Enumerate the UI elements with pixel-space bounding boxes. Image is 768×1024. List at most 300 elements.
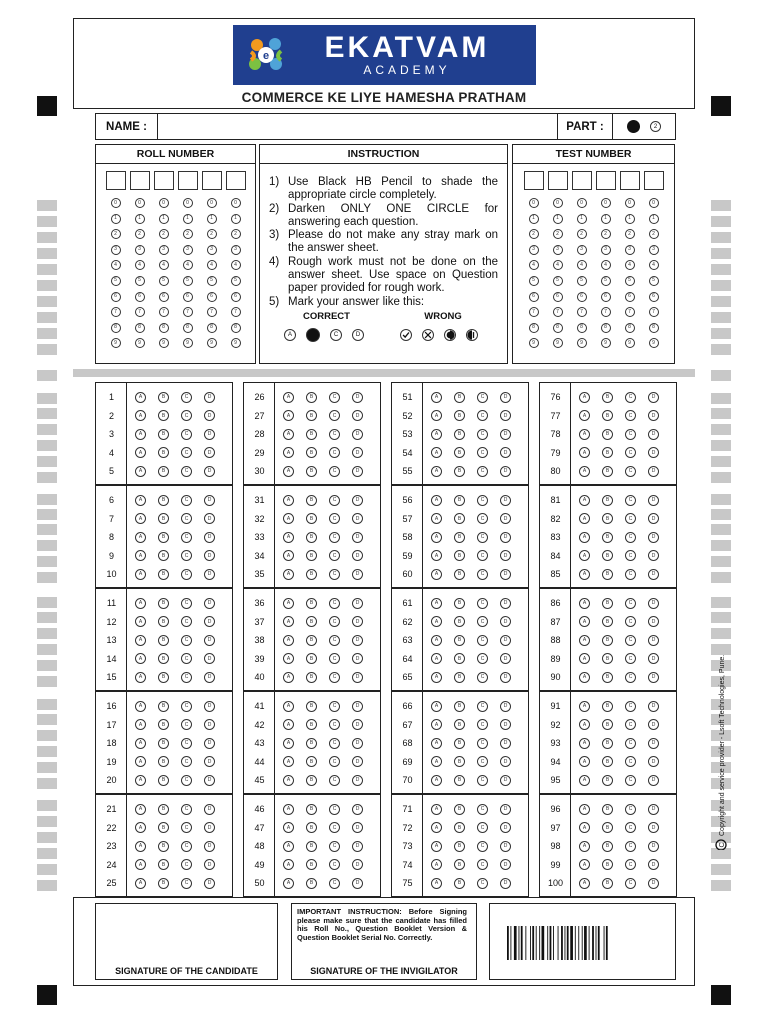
test-digit-box[interactable] xyxy=(620,171,640,190)
option-bubble[interactable]: C xyxy=(329,598,340,609)
option-bubble[interactable]: A xyxy=(283,569,294,580)
option-bubble[interactable]: B xyxy=(306,701,317,712)
option-bubble[interactable]: C xyxy=(625,635,636,646)
option-bubble[interactable]: B xyxy=(306,532,317,543)
option-bubble[interactable]: A xyxy=(283,738,294,749)
test-digit-bubble[interactable]: 3 xyxy=(529,245,539,255)
option-bubble[interactable]: C xyxy=(625,495,636,506)
option-bubble[interactable]: B xyxy=(306,598,317,609)
test-digit-box[interactable] xyxy=(524,171,544,190)
option-bubble[interactable]: A xyxy=(579,738,590,749)
test-digit-bubble[interactable]: 2 xyxy=(577,229,587,239)
option-bubble[interactable]: A xyxy=(431,653,442,664)
option-bubble[interactable]: D xyxy=(352,878,363,889)
roll-digit-bubble[interactable]: 0 xyxy=(159,198,169,208)
option-bubble[interactable]: B xyxy=(454,513,465,524)
test-digit-bubble[interactable]: 1 xyxy=(625,214,635,224)
option-bubble[interactable]: A xyxy=(431,804,442,815)
option-bubble[interactable]: D xyxy=(204,738,215,749)
test-digit-bubble[interactable]: 1 xyxy=(601,214,611,224)
roll-digit-bubble[interactable]: 6 xyxy=(207,292,217,302)
roll-digit-bubble[interactable]: 9 xyxy=(159,338,169,348)
option-bubble[interactable]: D xyxy=(648,756,659,767)
option-bubble[interactable]: C xyxy=(625,429,636,440)
option-bubble[interactable]: B xyxy=(454,532,465,543)
option-bubble[interactable]: B xyxy=(158,756,169,767)
option-bubble[interactable]: D xyxy=(204,513,215,524)
option-bubble[interactable]: C xyxy=(329,775,340,786)
roll-digit-bubble[interactable]: 3 xyxy=(111,245,121,255)
option-bubble[interactable]: B xyxy=(454,841,465,852)
option-bubble[interactable]: C xyxy=(329,392,340,403)
option-bubble[interactable]: B xyxy=(602,598,613,609)
roll-digit-bubble[interactable]: 7 xyxy=(159,307,169,317)
option-bubble[interactable]: D xyxy=(648,859,659,870)
roll-digit-box[interactable] xyxy=(178,171,198,190)
option-bubble[interactable]: C xyxy=(329,569,340,580)
roll-digit-bubble[interactable]: 7 xyxy=(231,307,241,317)
option-bubble[interactable]: A xyxy=(579,775,590,786)
option-bubble[interactable]: B xyxy=(454,466,465,477)
option-bubble[interactable]: D xyxy=(500,672,511,683)
option-bubble[interactable]: A xyxy=(283,672,294,683)
option-bubble[interactable]: B xyxy=(158,513,169,524)
test-digit-bubble[interactable]: 8 xyxy=(577,323,587,333)
option-bubble[interactable]: B xyxy=(454,410,465,421)
roll-digit-bubble[interactable]: 9 xyxy=(207,338,217,348)
option-bubble[interactable]: B xyxy=(454,859,465,870)
option-bubble[interactable]: D xyxy=(500,513,511,524)
option-bubble[interactable]: D xyxy=(204,410,215,421)
option-bubble[interactable]: A xyxy=(431,392,442,403)
option-bubble[interactable]: B xyxy=(158,410,169,421)
option-bubble[interactable]: A xyxy=(283,804,294,815)
test-digit-box[interactable] xyxy=(596,171,616,190)
test-digit-bubble[interactable]: 0 xyxy=(553,198,563,208)
option-bubble[interactable]: B xyxy=(602,447,613,458)
option-bubble[interactable]: D xyxy=(352,859,363,870)
roll-digit-bubble[interactable]: 2 xyxy=(183,229,193,239)
option-bubble[interactable]: D xyxy=(648,822,659,833)
option-bubble[interactable]: B xyxy=(602,672,613,683)
option-bubble[interactable]: B xyxy=(306,878,317,889)
option-bubble[interactable]: C xyxy=(625,859,636,870)
option-bubble[interactable]: D xyxy=(648,719,659,730)
option-bubble[interactable]: A xyxy=(135,719,146,730)
roll-digit-bubble[interactable]: 2 xyxy=(159,229,169,239)
option-bubble[interactable]: A xyxy=(135,495,146,506)
option-bubble[interactable]: C xyxy=(477,532,488,543)
test-digit-bubble[interactable]: 6 xyxy=(553,292,563,302)
option-bubble[interactable]: D xyxy=(204,447,215,458)
option-bubble[interactable]: D xyxy=(500,756,511,767)
option-bubble[interactable]: D xyxy=(648,410,659,421)
roll-digit-bubble[interactable]: 6 xyxy=(111,292,121,302)
roll-digit-bubble[interactable]: 8 xyxy=(135,323,145,333)
test-digit-bubble[interactable]: 8 xyxy=(601,323,611,333)
option-bubble[interactable]: B xyxy=(158,635,169,646)
option-bubble[interactable]: A xyxy=(135,392,146,403)
option-bubble[interactable]: A xyxy=(431,569,442,580)
option-bubble[interactable]: A xyxy=(135,598,146,609)
roll-digit-bubble[interactable]: 9 xyxy=(135,338,145,348)
option-bubble[interactable]: C xyxy=(625,447,636,458)
option-bubble[interactable]: C xyxy=(625,466,636,477)
test-digit-bubble[interactable]: 3 xyxy=(577,245,587,255)
test-digit-bubble[interactable]: 9 xyxy=(649,338,659,348)
option-bubble[interactable]: C xyxy=(181,701,192,712)
option-bubble[interactable]: D xyxy=(352,701,363,712)
option-bubble[interactable]: A xyxy=(579,804,590,815)
option-bubble[interactable]: A xyxy=(135,804,146,815)
option-bubble[interactable]: A xyxy=(579,429,590,440)
test-digit-bubble[interactable]: 2 xyxy=(625,229,635,239)
option-bubble[interactable]: D xyxy=(500,841,511,852)
option-bubble[interactable]: C xyxy=(329,410,340,421)
roll-digit-bubble[interactable]: 1 xyxy=(135,214,145,224)
option-bubble[interactable]: A xyxy=(135,775,146,786)
option-bubble[interactable]: C xyxy=(181,447,192,458)
option-bubble[interactable]: C xyxy=(477,701,488,712)
roll-digit-box[interactable] xyxy=(130,171,150,190)
option-bubble[interactable]: A xyxy=(579,841,590,852)
option-bubble[interactable]: B xyxy=(306,672,317,683)
option-bubble[interactable]: D xyxy=(204,495,215,506)
option-bubble[interactable]: D xyxy=(204,653,215,664)
option-bubble[interactable]: D xyxy=(204,775,215,786)
test-digit-bubble[interactable]: 7 xyxy=(601,307,611,317)
roll-digit-bubble[interactable]: 5 xyxy=(231,276,241,286)
option-bubble[interactable]: D xyxy=(500,859,511,870)
roll-digit-bubble[interactable]: 5 xyxy=(111,276,121,286)
option-bubble[interactable]: B xyxy=(306,569,317,580)
option-bubble[interactable]: B xyxy=(306,466,317,477)
option-bubble[interactable]: A xyxy=(579,701,590,712)
option-bubble[interactable]: A xyxy=(283,598,294,609)
test-digit-bubble[interactable]: 6 xyxy=(601,292,611,302)
option-bubble[interactable]: B xyxy=(158,719,169,730)
option-bubble[interactable]: C xyxy=(477,550,488,561)
option-bubble[interactable]: D xyxy=(352,756,363,767)
option-bubble[interactable]: C xyxy=(477,495,488,506)
option-bubble[interactable]: B xyxy=(602,756,613,767)
option-bubble[interactable]: C xyxy=(181,804,192,815)
test-digit-bubble[interactable]: 2 xyxy=(601,229,611,239)
roll-digit-bubble[interactable]: 1 xyxy=(111,214,121,224)
option-bubble[interactable]: B xyxy=(306,495,317,506)
option-bubble[interactable]: B xyxy=(602,878,613,889)
test-digit-bubble[interactable]: 5 xyxy=(553,276,563,286)
option-bubble[interactable]: C xyxy=(477,616,488,627)
option-bubble[interactable]: C xyxy=(625,738,636,749)
option-bubble[interactable]: B xyxy=(158,738,169,749)
option-bubble[interactable]: B xyxy=(602,495,613,506)
test-digit-bubble[interactable]: 0 xyxy=(577,198,587,208)
option-bubble[interactable]: B xyxy=(454,738,465,749)
roll-digit-bubble[interactable]: 6 xyxy=(231,292,241,302)
test-digit-bubble[interactable]: 0 xyxy=(649,198,659,208)
option-bubble[interactable]: B xyxy=(158,495,169,506)
option-bubble[interactable]: C xyxy=(329,859,340,870)
option-bubble[interactable]: D xyxy=(500,775,511,786)
roll-digit-bubble[interactable]: 6 xyxy=(183,292,193,302)
roll-digit-bubble[interactable]: 5 xyxy=(159,276,169,286)
test-digit-bubble[interactable]: 4 xyxy=(553,260,563,270)
option-bubble[interactable]: C xyxy=(181,410,192,421)
option-bubble[interactable]: B xyxy=(306,841,317,852)
option-bubble[interactable]: D xyxy=(352,653,363,664)
test-digit-bubble[interactable]: 5 xyxy=(649,276,659,286)
option-bubble[interactable]: D xyxy=(648,653,659,664)
option-bubble[interactable]: C xyxy=(625,616,636,627)
option-bubble[interactable]: A xyxy=(283,859,294,870)
test-digit-bubble[interactable]: 1 xyxy=(529,214,539,224)
test-digit-bubble[interactable]: 4 xyxy=(601,260,611,270)
option-bubble[interactable]: D xyxy=(204,466,215,477)
option-bubble[interactable]: C xyxy=(477,822,488,833)
option-bubble[interactable]: A xyxy=(431,550,442,561)
test-digit-bubble[interactable]: 8 xyxy=(553,323,563,333)
option-bubble[interactable]: B xyxy=(306,429,317,440)
option-bubble[interactable]: D xyxy=(204,672,215,683)
option-bubble[interactable]: D xyxy=(352,616,363,627)
option-bubble[interactable]: C xyxy=(181,569,192,580)
option-bubble[interactable]: C xyxy=(181,635,192,646)
option-bubble[interactable]: A xyxy=(431,447,442,458)
option-bubble[interactable]: B xyxy=(306,550,317,561)
option-bubble[interactable]: D xyxy=(648,598,659,609)
test-digit-bubble[interactable]: 2 xyxy=(649,229,659,239)
option-bubble[interactable]: D xyxy=(500,550,511,561)
option-bubble[interactable]: C xyxy=(181,719,192,730)
option-bubble[interactable]: C xyxy=(329,804,340,815)
option-bubble[interactable]: A xyxy=(135,616,146,627)
test-digit-bubble[interactable]: 0 xyxy=(625,198,635,208)
option-bubble[interactable]: D xyxy=(352,392,363,403)
roll-digit-bubble[interactable]: 9 xyxy=(183,338,193,348)
option-bubble[interactable]: D xyxy=(352,513,363,524)
option-bubble[interactable]: A xyxy=(283,495,294,506)
test-digit-bubble[interactable]: 4 xyxy=(625,260,635,270)
option-bubble[interactable]: A xyxy=(283,701,294,712)
option-bubble[interactable]: B xyxy=(454,447,465,458)
test-digit-bubble[interactable]: 0 xyxy=(529,198,539,208)
option-bubble[interactable]: A xyxy=(135,447,146,458)
option-bubble[interactable]: D xyxy=(204,804,215,815)
option-bubble[interactable]: D xyxy=(352,550,363,561)
option-bubble[interactable]: C xyxy=(329,841,340,852)
option-bubble[interactable]: B xyxy=(158,466,169,477)
option-bubble[interactable]: B xyxy=(602,616,613,627)
option-bubble[interactable]: D xyxy=(352,532,363,543)
option-bubble[interactable]: C xyxy=(329,719,340,730)
option-bubble[interactable]: D xyxy=(204,859,215,870)
test-digit-bubble[interactable]: 1 xyxy=(649,214,659,224)
option-bubble[interactable]: C xyxy=(181,878,192,889)
option-bubble[interactable]: D xyxy=(352,495,363,506)
option-bubble[interactable]: B xyxy=(158,775,169,786)
option-bubble[interactable]: D xyxy=(500,822,511,833)
roll-digit-bubble[interactable]: 0 xyxy=(135,198,145,208)
option-bubble[interactable]: D xyxy=(500,532,511,543)
option-bubble[interactable]: C xyxy=(329,878,340,889)
option-bubble[interactable]: D xyxy=(352,466,363,477)
test-digit-box[interactable] xyxy=(548,171,568,190)
roll-digit-box[interactable] xyxy=(226,171,246,190)
roll-digit-bubble[interactable]: 5 xyxy=(183,276,193,286)
option-bubble[interactable]: C xyxy=(329,550,340,561)
option-bubble[interactable]: C xyxy=(181,495,192,506)
roll-digit-bubble[interactable]: 3 xyxy=(207,245,217,255)
roll-digit-bubble[interactable]: 2 xyxy=(207,229,217,239)
option-bubble[interactable]: A xyxy=(283,550,294,561)
option-bubble[interactable]: A xyxy=(431,672,442,683)
roll-digit-bubble[interactable]: 4 xyxy=(183,260,193,270)
option-bubble[interactable]: B xyxy=(158,701,169,712)
option-bubble[interactable]: B xyxy=(306,738,317,749)
option-bubble[interactable]: C xyxy=(477,841,488,852)
test-digit-bubble[interactable]: 2 xyxy=(553,229,563,239)
roll-digit-bubble[interactable]: 4 xyxy=(231,260,241,270)
option-bubble[interactable]: D xyxy=(500,569,511,580)
roll-digit-bubble[interactable]: 9 xyxy=(231,338,241,348)
roll-digit-bubble[interactable]: 0 xyxy=(207,198,217,208)
option-bubble[interactable]: A xyxy=(283,878,294,889)
option-bubble[interactable]: A xyxy=(431,495,442,506)
option-bubble[interactable]: B xyxy=(158,878,169,889)
option-bubble[interactable]: C xyxy=(329,672,340,683)
option-bubble[interactable]: D xyxy=(648,392,659,403)
option-bubble[interactable]: B xyxy=(306,859,317,870)
option-bubble[interactable]: A xyxy=(431,775,442,786)
option-bubble[interactable]: C xyxy=(181,532,192,543)
option-bubble[interactable]: D xyxy=(648,513,659,524)
option-bubble[interactable]: A xyxy=(579,466,590,477)
option-bubble[interactable]: A xyxy=(579,672,590,683)
option-bubble[interactable]: C xyxy=(625,598,636,609)
roll-digit-bubble[interactable]: 3 xyxy=(135,245,145,255)
option-bubble[interactable]: A xyxy=(135,569,146,580)
roll-digit-bubble[interactable]: 3 xyxy=(159,245,169,255)
option-bubble[interactable]: A xyxy=(283,719,294,730)
option-bubble[interactable]: C xyxy=(625,550,636,561)
option-bubble[interactable]: C xyxy=(181,822,192,833)
option-bubble[interactable]: A xyxy=(431,429,442,440)
option-bubble[interactable]: A xyxy=(431,701,442,712)
option-bubble[interactable]: A xyxy=(135,878,146,889)
test-digit-bubble[interactable]: 5 xyxy=(625,276,635,286)
test-digit-bubble[interactable]: 3 xyxy=(625,245,635,255)
option-bubble[interactable]: A xyxy=(135,653,146,664)
option-bubble[interactable]: B xyxy=(454,672,465,683)
roll-digit-bubble[interactable]: 1 xyxy=(231,214,241,224)
option-bubble[interactable]: B xyxy=(158,841,169,852)
option-bubble[interactable]: D xyxy=(648,532,659,543)
option-bubble[interactable]: A xyxy=(135,429,146,440)
option-bubble[interactable]: B xyxy=(454,495,465,506)
option-bubble[interactable]: B xyxy=(158,672,169,683)
option-bubble[interactable]: B xyxy=(602,513,613,524)
option-bubble[interactable]: D xyxy=(204,756,215,767)
option-bubble[interactable]: A xyxy=(431,635,442,646)
option-bubble[interactable]: D xyxy=(352,738,363,749)
option-bubble[interactable]: B xyxy=(454,701,465,712)
roll-digit-bubble[interactable]: 8 xyxy=(231,323,241,333)
test-digit-bubble[interactable]: 4 xyxy=(649,260,659,270)
option-bubble[interactable]: C xyxy=(477,569,488,580)
roll-digit-bubble[interactable]: 4 xyxy=(111,260,121,270)
test-digit-bubble[interactable]: 1 xyxy=(577,214,587,224)
option-bubble[interactable]: A xyxy=(283,616,294,627)
option-bubble[interactable]: A xyxy=(431,859,442,870)
option-bubble[interactable]: D xyxy=(500,635,511,646)
option-bubble[interactable]: C xyxy=(329,635,340,646)
option-bubble[interactable]: A xyxy=(431,598,442,609)
option-bubble[interactable]: B xyxy=(602,569,613,580)
roll-digit-bubble[interactable]: 8 xyxy=(183,323,193,333)
option-bubble[interactable]: C xyxy=(625,672,636,683)
roll-digit-bubble[interactable]: 8 xyxy=(207,323,217,333)
option-bubble[interactable]: D xyxy=(500,719,511,730)
option-bubble[interactable]: D xyxy=(648,804,659,815)
option-bubble[interactable]: C xyxy=(625,719,636,730)
roll-digit-bubble[interactable]: 2 xyxy=(111,229,121,239)
test-digit-bubble[interactable]: 6 xyxy=(577,292,587,302)
option-bubble[interactable]: C xyxy=(625,532,636,543)
option-bubble[interactable]: D xyxy=(648,429,659,440)
option-bubble[interactable]: C xyxy=(477,653,488,664)
option-bubble[interactable]: A xyxy=(431,513,442,524)
option-bubble[interactable]: D xyxy=(648,495,659,506)
option-bubble[interactable]: B xyxy=(158,429,169,440)
option-bubble[interactable]: A xyxy=(135,756,146,767)
option-bubble[interactable]: A xyxy=(579,532,590,543)
roll-digit-box[interactable] xyxy=(154,171,174,190)
option-bubble[interactable]: A xyxy=(431,532,442,543)
option-bubble[interactable]: C xyxy=(181,598,192,609)
option-bubble[interactable]: A xyxy=(135,841,146,852)
option-bubble[interactable]: A xyxy=(431,841,442,852)
roll-digit-bubble[interactable]: 2 xyxy=(231,229,241,239)
option-bubble[interactable]: A xyxy=(579,756,590,767)
option-bubble[interactable]: C xyxy=(477,466,488,477)
option-bubble[interactable]: D xyxy=(352,447,363,458)
option-bubble[interactable]: C xyxy=(181,775,192,786)
option-bubble[interactable]: D xyxy=(500,598,511,609)
option-bubble[interactable]: A xyxy=(579,392,590,403)
option-bubble[interactable]: C xyxy=(329,822,340,833)
test-digit-bubble[interactable]: 7 xyxy=(625,307,635,317)
test-digit-bubble[interactable]: 7 xyxy=(529,307,539,317)
option-bubble[interactable]: C xyxy=(181,859,192,870)
option-bubble[interactable]: B xyxy=(602,466,613,477)
option-bubble[interactable]: D xyxy=(204,841,215,852)
option-bubble[interactable]: B xyxy=(306,775,317,786)
option-bubble[interactable]: C xyxy=(329,701,340,712)
option-bubble[interactable]: A xyxy=(283,756,294,767)
option-bubble[interactable]: A xyxy=(579,550,590,561)
option-bubble[interactable]: A xyxy=(283,822,294,833)
option-bubble[interactable]: A xyxy=(431,878,442,889)
option-bubble[interactable]: C xyxy=(329,616,340,627)
option-bubble[interactable]: B xyxy=(306,822,317,833)
option-bubble[interactable]: C xyxy=(181,756,192,767)
option-bubble[interactable]: B xyxy=(602,841,613,852)
test-digit-bubble[interactable]: 6 xyxy=(529,292,539,302)
option-bubble[interactable]: D xyxy=(352,775,363,786)
option-bubble[interactable]: A xyxy=(283,653,294,664)
option-bubble[interactable]: B xyxy=(454,392,465,403)
